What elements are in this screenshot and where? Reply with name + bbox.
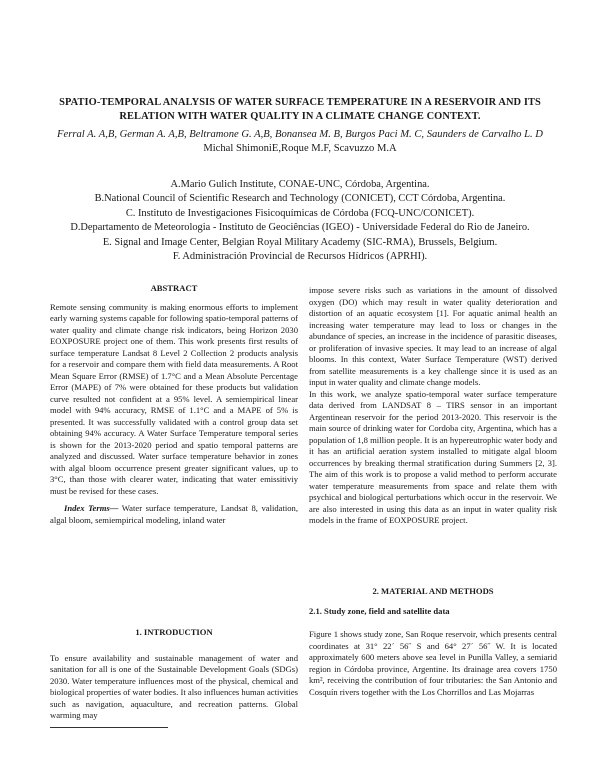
- abstract-body: Remote sensing community is making enormous efforts to implement early warning systems capable for following spatio-temporal patterns of water quality and climate change risk indicators, being Horizon 2030 EOXPOSURE project one of them. This work presents first results of surface temperature Landsat 8 Level 2 Collection 2 products analysis for a reservoir and compare them with field data measurements. A Root Mean Square Error (RMSE) of 1.7°C and a Mean Absolute Percentage Error (MAPE) of 7% were obtained for these products but validation curve resulted not confident at a 95% level. A semiempirical linear model with 94% accuracy, RMSE of 1.1°C and a MAPE of 5% is presented. It was successfully validated with a control group data set obtaining 94% accuracy. A Water Surface Temperature temporal series is shown for the 2013-2020 period and spatio temporal patterns are analyzed and discussed. Water surface temperature behavior in zones with algal bloom occurrence present greater significant values, up to 3°C, than those with clearer water, indicating that water emissitiviy must be revised for these cases.: [50, 301, 298, 496]
- affiliations: [20, 178, 580, 264]
- affiliation-f: F. Administración Provincial de Recursos Hídricos (APRHI).: [172, 251, 428, 263]
- methods-section: [309, 586, 557, 698]
- study-zone-body: Figure 1 shows study zone, San Roque reservoir, which presents central coordinates at 31° 22´ 56˝ S and 64° 27´ 56˝ W. It is located approximately 600 meters above sea level in Punilla Valley, a semiarid region in Córdoba province, Argentine. Its drainage area covers 1750 km², receiving the contribution of four tributaries: the San Antonio and Cosquín rivers together with the Los Chorrillos and Las Mojarras: [309, 629, 557, 697]
- index-terms-text: Water surface temperature, Landsat 8, validation, algal bloom, semiempirical modeling, inland water: [50, 503, 299, 525]
- intro-continued: [309, 285, 557, 527]
- introduction-body: To ensure availability and sustainable management of water and sanitation for all is one of the Sustainable Development Goals (SDGs) 2030. Water temperature influences most of the physical, chemical and biological properties of water bodies. It also influences human activities such as navigation, aquaculture, and recreation patterns. Global warming may: [50, 652, 298, 720]
- authors-line-2: Michal ShimoniE,Roque M.F, Scavuzzo M.A: [203, 143, 397, 154]
- methods-heading: 2. MATERIAL AND METHODS: [372, 586, 494, 596]
- introduction-heading: 1. INTRODUCTION: [135, 627, 213, 637]
- abstract-section: [50, 283, 298, 526]
- affiliation-a: A.Mario Gulich Institute, CONAE-UNC, Córdoba, Argentina.: [170, 179, 430, 190]
- study-zone-heading: 2.1. Study zone, field and satellite data: [309, 605, 450, 616]
- paper-title: SPATIO-TEMPORAL ANALYSIS OF WATER SURFACE TEMPERATURE IN A RESERVOIR AND ITS RELATION WITH WATER QUALITY IN A CLIMATE CHANGE CONTEXT.: [59, 97, 541, 122]
- index-terms: [50, 503, 298, 526]
- footnote-rule: [50, 727, 168, 728]
- affiliation-b: B.National Council of Scientific Research and Technology (CONICET), CCT Córdoba, Argentina.: [94, 193, 506, 205]
- intro-para-2: In this work, we analyze spatio-temporal water surface temperature data derived from LANDSAT 8 – TIRS sensor in an important Argentinean reservoir for the period 2013-2020. This reservoir is the main source of drinking water for Cordoba city, Argentina, which has a population of 1,8 million people. It is an hypereutrophic water body and it has an artificial aeration system installed to mitigate algal bloom occurrences by breaking thermal stratification during Summers [2, 3]. The aim of this work is to propose a valid method to perform accurate water temperature measurements from space and relate them with psychical and biological perturbations which occur in the reservoir. We are also interested in using this data as an input in water quality risk models in the frame of EOXPOSURE project.: [309, 388, 557, 525]
- affiliation-c: C. Instituto de Investigaciones Fisicoquímicas de Córdoba (FCQ-UNC/CONICET).: [125, 207, 475, 219]
- index-terms-label: Index Terms—: [64, 503, 119, 513]
- abstract-heading: ABSTRACT: [150, 283, 198, 293]
- authors-line-1: Ferral A. A,B, German A. A,B, Beltramone G. A,B, Bonansea M. B, Burgos Paci M. C, Saunders de Carvalho L. D: [57, 129, 543, 140]
- introduction-section: [50, 627, 298, 722]
- affiliation-d: D.Departamento de Meteorologia - Instituto de Geociências (IGEO) - Universidade Federal do Rio de Janeiro.: [70, 222, 530, 234]
- affiliation-e: E. Signal and Image Center, Belgian Royal Military Academy (SIC-RMA), Brussels, Belgium.: [102, 236, 498, 248]
- author-list: [30, 128, 570, 156]
- intro-para-1: impose severe risks such as variations in the amount of dissolved oxygen (DO) which may result in water quality deterioration and distortion of an aquatic ecosystem [1]. For aquatic animal health an increasing water temperature may lead to loss or changes in the abundance of species, an increase in the incidence of parasitic diseases, or proliferation of invasive species. It may lead to an increase of algal blooms. In this context, Water Surface Temperature (WST) derived from satellite measurements is a key challenge since it is used as an input in water quality and climate change models.: [309, 285, 557, 387]
